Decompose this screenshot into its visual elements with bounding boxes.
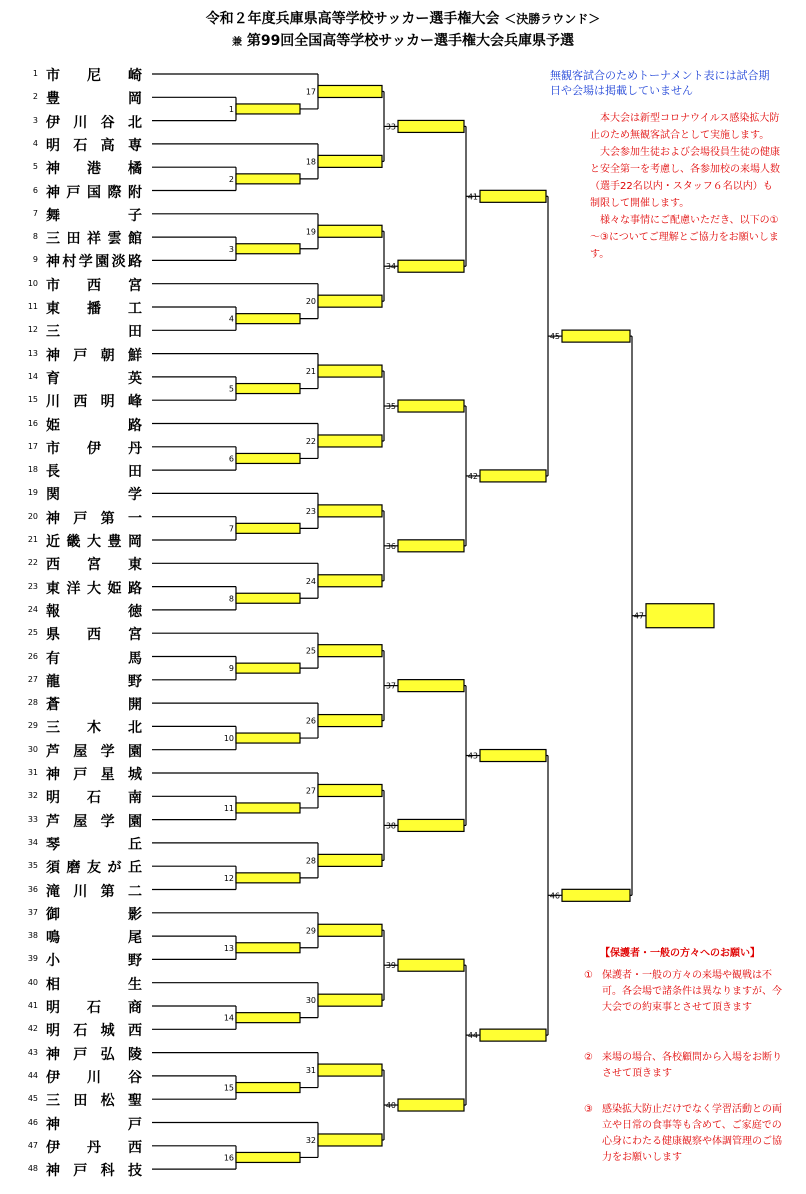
team-seed-number: 39: [27, 954, 38, 964]
team-name: 川西明峰: [46, 394, 142, 411]
match-box-r1: [236, 943, 300, 953]
team-seed-number: 16: [27, 418, 38, 428]
team-name: 滝川第二: [46, 883, 142, 900]
match-number: 10: [223, 734, 234, 744]
team-seed-number: 10: [27, 278, 38, 288]
team-seed-number: 6: [32, 185, 38, 195]
match-number: 13: [223, 943, 234, 953]
match-box-r3: [398, 959, 464, 971]
guardian-item-1: [584, 968, 784, 1016]
match-number: 35: [385, 402, 396, 412]
team-name: 三木北: [46, 720, 142, 737]
match-number: 34: [385, 262, 396, 272]
team-seed-number: 14: [27, 371, 38, 381]
team-name: 市伊丹: [46, 440, 142, 457]
team-name: 神村学園淡路: [46, 254, 142, 271]
team-seed-number: 29: [27, 721, 38, 731]
team-name: 明石城西: [46, 1023, 142, 1040]
team-seed-number: 28: [27, 698, 38, 708]
team-name: 三田祥雲館: [46, 231, 142, 248]
notice-covid-para-2: 大会参加生徒および会場役員生徒の健康と安全第一を考慮し、各参加校の来場人数（選手22名以内・スタッフ６名以内）も制限して開催します。: [590, 147, 780, 209]
team-seed-number: 33: [27, 814, 38, 824]
match-box-r2: [318, 924, 382, 936]
team-seed-number: 34: [27, 837, 38, 847]
match-box-r4: [480, 190, 546, 202]
match-number: 42: [467, 471, 478, 481]
team-name: 龍野: [46, 673, 142, 690]
subtitle-text: 第99回全国高等学校サッカー選手権大会兵庫県予選: [246, 33, 575, 49]
match-box-r2: [318, 505, 382, 517]
match-box-r2: [318, 994, 382, 1006]
team-name: 有馬: [46, 650, 142, 667]
team-name: 相生: [46, 976, 142, 993]
team-name: 御影: [46, 906, 142, 923]
match-box-r1: [236, 803, 300, 813]
match-box-r1: [236, 1152, 300, 1162]
match-box-r3: [398, 260, 464, 272]
team-name: 舞子: [46, 207, 142, 224]
team-name: 神戸: [46, 1116, 142, 1133]
match-number: 33: [385, 122, 396, 132]
team-seed-number: 21: [27, 535, 38, 544]
match-number: 36: [385, 541, 396, 551]
match-box-r2: [318, 575, 382, 587]
team-name: 神戸星城: [46, 767, 142, 783]
notice-covid: [590, 110, 780, 263]
team-seed-number: 42: [27, 1024, 38, 1034]
match-number: 14: [223, 1013, 234, 1023]
team-name: 関学: [46, 487, 142, 504]
team-seed-number: 17: [27, 441, 38, 451]
team-name: 東洋大姫路: [46, 580, 142, 597]
team-seed-number: 23: [27, 581, 38, 591]
team-seed-number: 47: [27, 1140, 38, 1150]
team-seed-number: 4: [32, 138, 38, 148]
team-seed-number: 11: [27, 302, 38, 311]
team-seed-number: 43: [27, 1047, 38, 1057]
match-number: 37: [385, 681, 396, 691]
team-name: 神戸朝鮮: [46, 347, 142, 364]
team-seed-number: 48: [27, 1164, 38, 1174]
match-number: 31: [305, 1066, 316, 1076]
team-seed-number: 25: [27, 628, 38, 638]
guardian-item-2: [584, 1050, 784, 1082]
match-box-r2: [318, 365, 382, 377]
team-seed-number: 36: [27, 884, 38, 894]
match-number: 15: [223, 1083, 234, 1093]
match-number: 11: [223, 803, 234, 813]
title-round: ＜決勝ラウンド＞: [504, 12, 601, 26]
team-seed-number: 3: [32, 115, 38, 125]
team-seed-number: 18: [27, 465, 38, 475]
team-name: 近畿大豊岡: [46, 534, 142, 550]
match-number: 1: [228, 104, 234, 114]
match-number: 26: [305, 716, 316, 726]
match-number: 41: [467, 192, 478, 202]
team-name: 明石南: [46, 790, 142, 807]
match-box-r2: [318, 784, 382, 796]
match-number: 23: [305, 506, 316, 516]
match-box-r3: [398, 680, 464, 692]
team-seed-number: 24: [27, 604, 38, 614]
match-box-r3: [398, 1099, 464, 1111]
subtitle-prefix: 兼: [231, 37, 242, 48]
match-box-r2: [318, 85, 382, 97]
team-seed-number: 32: [27, 791, 38, 801]
team-name: 報徳: [46, 603, 142, 620]
match-number: 21: [305, 367, 316, 377]
team-seed-number: 15: [27, 395, 38, 405]
match-number: 12: [223, 873, 234, 883]
team-name: 鳴尾: [46, 930, 142, 947]
match-box-r1: [236, 244, 300, 254]
team-seed-number: 5: [32, 162, 38, 172]
match-box-r4: [480, 1029, 546, 1041]
team-seed-number: 35: [27, 861, 38, 871]
team-seed-number: 45: [27, 1094, 38, 1104]
team-name: 琴丘: [46, 836, 142, 853]
match-box-r3: [398, 120, 464, 132]
match-number: 5: [228, 384, 234, 394]
guardian-item-1-text: 保護者・一般の方々の来場や観戦は不可。各会場で諸条件は異なりますが、今大会での約束事とさせて頂きます: [602, 970, 782, 1013]
match-box-r2: [318, 645, 382, 657]
team-name: 明石高専: [46, 137, 142, 154]
match-box-r2: [318, 155, 382, 167]
match-number: 17: [305, 87, 316, 97]
match-number: 45: [549, 332, 560, 342]
team-name: 神戸国際附: [46, 184, 142, 201]
match-box-r1: [236, 663, 300, 673]
match-box-r2: [318, 1064, 382, 1076]
match-box-r3: [398, 540, 464, 552]
match-box-r3: [398, 819, 464, 831]
match-number: 44: [467, 1031, 478, 1041]
team-seed-number: 46: [27, 1117, 38, 1127]
team-name: 神港橘: [46, 161, 142, 178]
guardian-notice-title: 【保護者・一般の方々へのお願い】: [600, 948, 760, 959]
team-name: 伊川谷: [46, 1069, 142, 1086]
team-seed-number: 40: [27, 977, 38, 987]
team-seed-number: 27: [27, 674, 38, 684]
team-seed-number: 38: [27, 931, 38, 941]
match-number: 4: [228, 314, 234, 324]
guardian-item-3-text: 感染拡大防止だけでなく学習活動との両立や日常の食事等も含めて、ご家庭での心身にわたる健康観察や体調管理のご協力をお願いします: [602, 1104, 782, 1163]
team-seed-number: 20: [27, 511, 38, 521]
team-name: 神戸第一: [46, 510, 142, 527]
match-number: 47: [633, 611, 644, 621]
team-name: 長田: [46, 464, 142, 481]
team-name: 明石商: [46, 1000, 142, 1016]
match-number: 43: [467, 751, 478, 761]
match-box-r2: [318, 854, 382, 866]
match-number: 7: [228, 524, 234, 534]
team-seed-number: 30: [27, 744, 38, 754]
match-number: 20: [305, 297, 316, 307]
team-name: 伊川谷北: [46, 114, 142, 131]
match-box-r1: [236, 314, 300, 324]
match-number: 19: [305, 227, 316, 237]
team-seed-number: 12: [27, 325, 38, 335]
match-box-r4: [480, 470, 546, 482]
match-box-r1: [236, 174, 300, 184]
match-number: 6: [228, 454, 234, 464]
team-name: 市西宮: [46, 277, 142, 294]
guardian-item-2-mark: ②: [584, 1052, 593, 1063]
match-number: 30: [305, 996, 316, 1006]
team-name: 市尼崎: [46, 68, 142, 84]
team-seed-number: 31: [27, 768, 38, 777]
guardian-item-3-mark: ③: [584, 1104, 593, 1115]
team-name: 神戸科技: [46, 1163, 142, 1180]
notice-no-spectators: 無観客試合のためトーナメント表には試合期日や会場は掲載していません: [550, 69, 770, 97]
match-box-r4: [480, 750, 546, 762]
team-name: 神戸弘陵: [46, 1046, 142, 1063]
match-box-r2: [318, 1134, 382, 1146]
match-number: 25: [305, 646, 316, 656]
match-box-r5: [562, 889, 630, 901]
team-seed-number: 1: [32, 69, 38, 78]
match-box-r1: [236, 523, 300, 533]
team-name: 三田松聖: [46, 1093, 142, 1110]
match-number: 24: [305, 576, 316, 586]
match-box-r2: [318, 715, 382, 727]
guardian-item-2-text: 来場の場合、各校顧問から入場をお断りさせて頂きます: [602, 1052, 782, 1079]
team-seed-number: 37: [27, 907, 38, 917]
match-number: 40: [385, 1101, 396, 1111]
match-number: 38: [385, 821, 396, 831]
team-seed-number: 26: [27, 651, 38, 661]
team-seed-number: 8: [32, 232, 38, 242]
match-box-r1: [236, 104, 300, 114]
match-box-r2: [318, 295, 382, 307]
team-name: 育英: [46, 370, 142, 387]
match-number: 8: [228, 594, 234, 604]
match-number: 9: [228, 664, 234, 674]
team-seed-number: 9: [32, 255, 38, 265]
match-box-r1: [236, 453, 300, 463]
match-number: 28: [305, 856, 316, 866]
match-number: 27: [305, 786, 316, 796]
match-box-r1: [236, 1083, 300, 1093]
match-number: 46: [549, 891, 560, 901]
team-name: 蒼開: [46, 697, 142, 714]
team-name: 芦屋学園: [46, 813, 142, 830]
team-name: 須磨友が丘: [46, 860, 142, 877]
match-box-r3: [398, 400, 464, 412]
match-box-r1: [236, 733, 300, 743]
match-box-r1: [236, 593, 300, 603]
team-name: 小野: [46, 953, 142, 970]
team-name: 姫路: [46, 417, 142, 434]
match-number: 32: [305, 1135, 316, 1145]
match-box-r2: [318, 435, 382, 447]
match-number: 2: [228, 174, 234, 184]
team-name: 東播工: [46, 301, 142, 317]
team-name: 伊丹西: [46, 1139, 142, 1156]
title-main: 令和２年度兵庫県高等学校サッカー選手権大会: [205, 11, 500, 27]
team-seed-number: 44: [27, 1070, 38, 1080]
match-box-r2: [318, 225, 382, 237]
match-number: 16: [223, 1153, 234, 1163]
match-number: 3: [228, 244, 234, 254]
match-box-r1: [236, 1013, 300, 1023]
team-seed-number: 41: [27, 1001, 38, 1010]
match-number: 29: [305, 926, 316, 936]
team-seed-number: 13: [27, 348, 38, 358]
team-seed-number: 2: [32, 92, 38, 102]
match-number: 22: [305, 436, 316, 446]
team-name: 三田: [46, 324, 142, 341]
match-box-r1: [236, 873, 300, 883]
match-number: 39: [385, 961, 396, 971]
team-seed-number: 19: [27, 488, 38, 498]
team-seed-number: 7: [32, 208, 38, 218]
team-name: 芦屋学園: [46, 743, 142, 760]
team-name: 西宮東: [46, 557, 142, 574]
match-box-r5: [562, 330, 630, 342]
notice-covid-para-3: 様々な事情にご配慮いただき、以下の①～③についてご理解とご協力をお願いします。: [590, 215, 779, 260]
match-number: 18: [305, 157, 316, 167]
match-box-r1: [236, 384, 300, 394]
guardian-item-1-mark: ①: [584, 970, 593, 981]
team-name: 県西宮: [46, 627, 142, 644]
team-seed-number: 22: [27, 558, 38, 568]
team-name: 豊岡: [46, 91, 142, 108]
match-box-final: [646, 604, 714, 628]
notice-covid-para-1: 本大会は新型コロナウイルス感染拡大防止のため無観客試合として実施します。: [590, 113, 780, 141]
guardian-item-3: [584, 1102, 784, 1166]
